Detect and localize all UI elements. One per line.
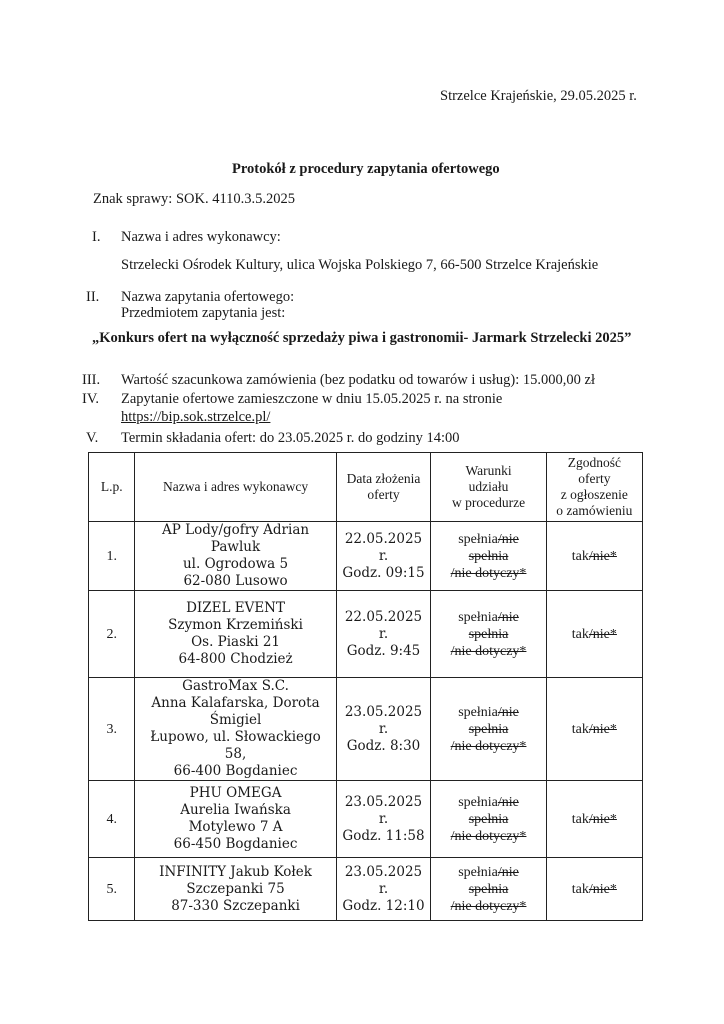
place-date: Strzelce Krajeńskie, 29.05.2025 r. — [440, 88, 637, 104]
row-compliance — [546, 781, 642, 858]
header-date-line-2: oferty — [367, 487, 400, 502]
row-date — [336, 678, 431, 781]
cond-struck: spełnia — [468, 721, 509, 737]
table-row — [89, 591, 643, 678]
table-row — [89, 781, 643, 858]
header-compliance — [546, 453, 642, 522]
cond-struck: /nie — [497, 864, 519, 880]
contractor-line: Aurelia Iwańska — [180, 802, 291, 818]
header-comp-line-4: o zamówieniu — [556, 503, 633, 518]
subject-title: „Konkurs ofert na wyłączność sprzedaży piwa i gastronomii- Jarmark Strzelecki 2025” — [92, 330, 632, 346]
row-contractor — [135, 781, 336, 858]
row-conditions — [431, 858, 546, 921]
row-lp: 4. — [89, 781, 135, 858]
contractor-line: Motylewo 7 A — [188, 819, 283, 835]
comp-kept: tak — [571, 626, 589, 642]
section-1-number: I. — [92, 229, 101, 245]
row-contractor — [135, 591, 336, 678]
contractor-line: Łupowo, ul. Słowackiego 58, — [150, 729, 321, 762]
offer-time: Godz. 12:10 — [342, 897, 425, 914]
case-number: Znak sprawy: SOK. 4110.3.5.2025 — [93, 191, 296, 207]
row-date — [336, 522, 431, 591]
row-contractor — [135, 678, 336, 781]
row-date — [336, 781, 431, 858]
table-row — [89, 678, 643, 781]
row-compliance — [546, 858, 642, 921]
cond-kept: spełnia — [458, 609, 498, 625]
comp-struck: /nie* — [588, 721, 617, 737]
contractor-line: INFINITY Jakub Kołek — [159, 863, 312, 880]
contractor-line: Szczepanki 75 — [186, 880, 285, 897]
cond-struck: /nie dotyczy* — [450, 565, 527, 581]
row-date — [336, 858, 431, 921]
comp-kept: tak — [571, 881, 589, 897]
comp-struck: /nie* — [588, 811, 617, 827]
row-lp: 2. — [89, 591, 135, 678]
section-5-text: Termin składania ofert: do 23.05.2025 r. do godziny 14:00 — [121, 430, 460, 446]
offer-time: Godz. 11:58 — [342, 827, 425, 844]
comp-struck: /nie* — [588, 881, 617, 897]
header-comp-line-1: Zgodność — [567, 455, 621, 470]
offer-date: 23.05.2025 r. — [344, 703, 423, 737]
cond-kept: spełnia — [458, 704, 498, 720]
cond-struck: /nie dotyczy* — [450, 828, 527, 844]
row-lp: 1. — [89, 522, 135, 591]
cond-struck: spełnia — [468, 881, 509, 897]
offers-table — [88, 452, 643, 921]
header-date-line-1: Data złożenia — [346, 471, 421, 486]
contractor-line: Anna Kalafarska, Dorota Śmigiel — [151, 695, 320, 728]
cond-struck: spełnia — [468, 811, 509, 827]
row-compliance — [546, 678, 642, 781]
section-4-text: Zapytanie ofertowe zamieszczone w dniu 15.05.2025 r. na stronie — [121, 391, 503, 407]
row-conditions — [431, 591, 546, 678]
contractor-line: 66-450 Bogdaniec — [173, 836, 298, 852]
section-5-number: V. — [86, 430, 99, 446]
cond-struck: /nie — [497, 704, 519, 720]
comp-struck: /nie* — [588, 548, 617, 564]
header-cond-line-2: udziału — [468, 479, 509, 494]
row-compliance — [546, 591, 642, 678]
row-contractor — [135, 522, 336, 591]
cond-struck: spełnia — [468, 626, 509, 642]
row-lp: 3. — [89, 678, 135, 781]
header-date — [336, 453, 431, 522]
offer-date: 23.05.2025 r. — [344, 863, 423, 897]
header-cond-line-3: w procedurze — [451, 495, 526, 510]
header-name: Nazwa i adres wykonawcy — [135, 453, 336, 522]
cond-struck: /nie — [497, 794, 519, 810]
comp-kept: tak — [571, 548, 589, 564]
section-2-label-2: Przedmiotem zapytania jest: — [121, 305, 286, 321]
offer-time: Godz. 09:15 — [342, 564, 425, 581]
offer-date: 22.05.2025 r. — [344, 530, 423, 564]
section-1-value: Strzelecki Ośrodek Kultury, ulica Wojska Polskiego 7, 66-500 Strzelce Krajeńskie — [121, 257, 599, 273]
comp-kept: tak — [571, 721, 589, 737]
cond-kept: spełnia — [458, 531, 498, 547]
offer-date: 22.05.2025 r. — [344, 608, 423, 642]
row-contractor — [135, 858, 336, 921]
table-row — [89, 858, 643, 921]
table-header-row — [89, 453, 643, 522]
row-conditions — [431, 781, 546, 858]
section-2-label: Nazwa zapytania ofertowego: — [121, 289, 295, 305]
offer-date: 23.05.2025 r. — [344, 793, 423, 827]
offer-time: Godz. 8:30 — [346, 737, 421, 754]
bip-link[interactable]: https://bip.sok.strzelce.pl/ — [121, 409, 271, 425]
section-1-label: Nazwa i adres wykonawcy: — [121, 229, 281, 245]
row-date — [336, 591, 431, 678]
section-4-number: IV. — [82, 391, 100, 407]
header-lp: L.p. — [89, 453, 135, 522]
header-comp-line-2: oferty — [578, 471, 611, 486]
section-3-text: Wartość szacunkowa zamówienia (bez podatku od towarów i usług): 15.000,00 zł — [121, 372, 595, 388]
row-lp: 5. — [89, 858, 135, 921]
section-2-number: II. — [86, 289, 100, 305]
contractor-line: Os. Piaski 21 — [191, 634, 281, 650]
offer-time: Godz. 9:45 — [346, 642, 421, 659]
cond-struck: spełnia — [468, 548, 509, 564]
cond-struck: /nie dotyczy* — [450, 898, 527, 914]
cond-struck: /nie — [497, 609, 519, 625]
table-row — [89, 522, 643, 591]
cond-struck: /nie dotyczy* — [450, 643, 527, 659]
header-conditions — [431, 453, 546, 522]
header-comp-line-3: z ogłoszenie — [560, 487, 628, 502]
cond-kept: spełnia — [458, 864, 498, 880]
section-3-number: III. — [82, 372, 101, 388]
row-compliance — [546, 522, 642, 591]
cond-struck: /nie — [497, 531, 519, 547]
cond-struck: /nie dotyczy* — [450, 738, 527, 754]
contractor-line: 66-400 Bogdaniec — [173, 763, 298, 779]
comp-struck: /nie* — [588, 626, 617, 642]
contractor-line: ul. Ogrodowa 5 — [182, 556, 289, 572]
row-conditions — [431, 678, 546, 781]
contractor-line: 64-800 Chodzież — [178, 651, 293, 667]
row-conditions — [431, 522, 546, 591]
contractor-line: 62-080 Lusowo — [183, 573, 288, 589]
header-cond-line-1: Warunki — [465, 463, 512, 478]
contractor-line: 87-330 Szczepanki — [171, 897, 300, 914]
contractor-line: PHU OMEGA — [189, 785, 282, 801]
comp-kept: tak — [571, 811, 589, 827]
contractor-line: AP Lody/gofry Adrian Pawluk — [162, 522, 310, 555]
contractor-line: Szymon Krzemiński — [168, 617, 303, 633]
document-title: Protokół z procedury zapytania ofertowego — [232, 161, 500, 177]
cond-kept: spełnia — [458, 794, 498, 810]
contractor-line: GastroMax S.C. — [182, 678, 289, 694]
contractor-line: DIZEL EVENT — [186, 600, 286, 616]
